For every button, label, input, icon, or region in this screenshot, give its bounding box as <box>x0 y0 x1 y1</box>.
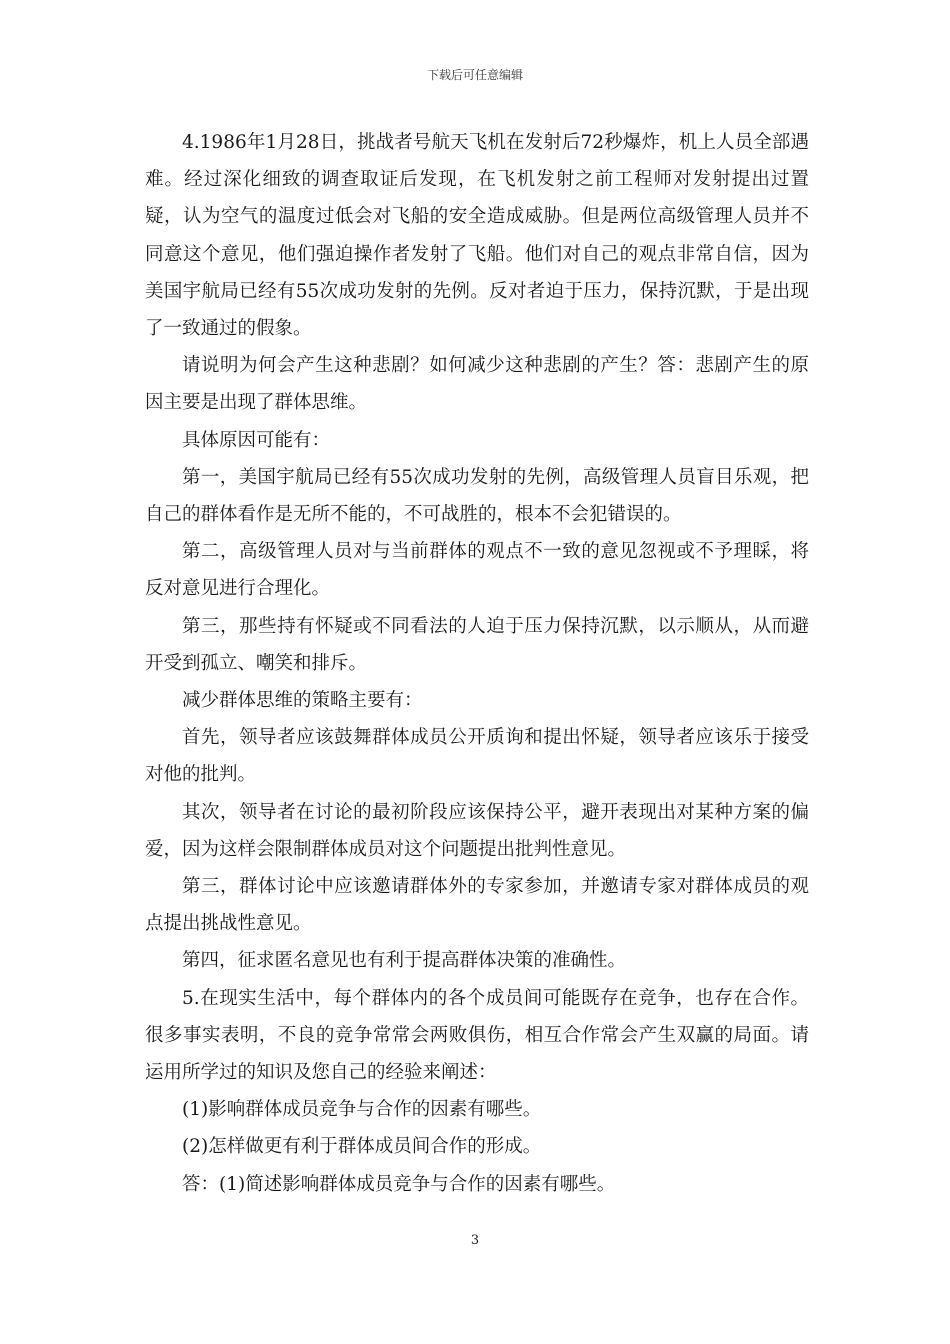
paragraph-strategy-1: 首先，领导者应该鼓舞群体成员公开质询和提出怀疑，领导者应该乐于接受对他的批判。 <box>145 727 809 786</box>
paragraph-question-5-part-2: (2)怎样做更有利于群体成员间合作的形成。 <box>182 1136 542 1158</box>
page-number: 3 <box>470 1233 480 1248</box>
paragraph-strategies-heading: 减少群体思维的策略主要有： <box>182 690 423 712</box>
paragraph-strategy-3: 第三，群体讨论中应该邀请群体外的专家参加，并邀请专家对群体成员的观点提出挑战性意见。 <box>145 876 809 935</box>
paragraph-reason-3: 第三，那些持有怀疑或不同看法的人迫于压力保持沉默，以示顺从，从而避开受到孤立、嘲笑和排斥。 <box>145 615 809 674</box>
paragraph-strategy-4: 第四，征求匿名意见也有利于提高群体决策的准确性。 <box>182 950 627 972</box>
paragraph-question-5: 5.在现实生活中，每个群体内的各个成员间可能既存在竞争，也存在合作。很多事实表明，不良的竞争常常会两败俱伤，相互合作常会产生双赢的局面。请运用所学过的知识及您自己的经验来阐述： <box>145 987 809 1084</box>
paragraph-question-5-answer-start: 答：(1)简述影响群体成员竞争与合作的因素有哪些。 <box>182 1173 616 1195</box>
document-body <box>145 124 809 1203</box>
paragraph-reason-1: 第一，美国宇航局已经有55次成功发射的先例，高级管理人员盲目乐观，把自己的群体看作是无所不能的，不可战胜的，根本不会犯错误的。 <box>145 466 809 526</box>
paragraph-question-5-part-1: (1)影响群体成员竞争与合作的因素有哪些。 <box>182 1099 542 1121</box>
paragraph-question-4: 4.1986年1月28日，挑战者号航天飞机在发射后72秒爆炸，机上人员全部遇难。经过深化细致的调查取证后发现，在飞机发射之前工程师对发射提出过置疑，认为空气的温度过低会对飞船的安全造成威胁。但是两位高级管理人员并不同意这个意见，他们强迫操作者发射了飞船。他们对自己的观点非常自信，因为美国宇航局已经有55次成功发射的先例。反对者迫于压力，保持沉默，于是出现了一致通过的假象。 <box>145 132 809 340</box>
paragraph-question-4-answer: 请说明为何会产生这种悲剧？如何减少这种悲剧的产生？答：悲剧产生的原因主要是出现了群体思维。 <box>145 355 809 414</box>
paragraph-specific-reasons-heading: 具体原因可能有： <box>182 429 331 451</box>
page-header: 下载后可任意编辑 <box>426 68 523 82</box>
paragraph-reason-2: 第二，高级管理人员对与当前群体的观点不一致的意见忽视或不予理睬，将反对意见进行合理化。 <box>145 541 809 600</box>
paragraph-strategy-2: 其次，领导者在讨论的最初阶段应该保持公平，避开表现出对某种方案的偏爱，因为这样会限制群体成员对这个问题提出批判性意见。 <box>145 801 809 860</box>
